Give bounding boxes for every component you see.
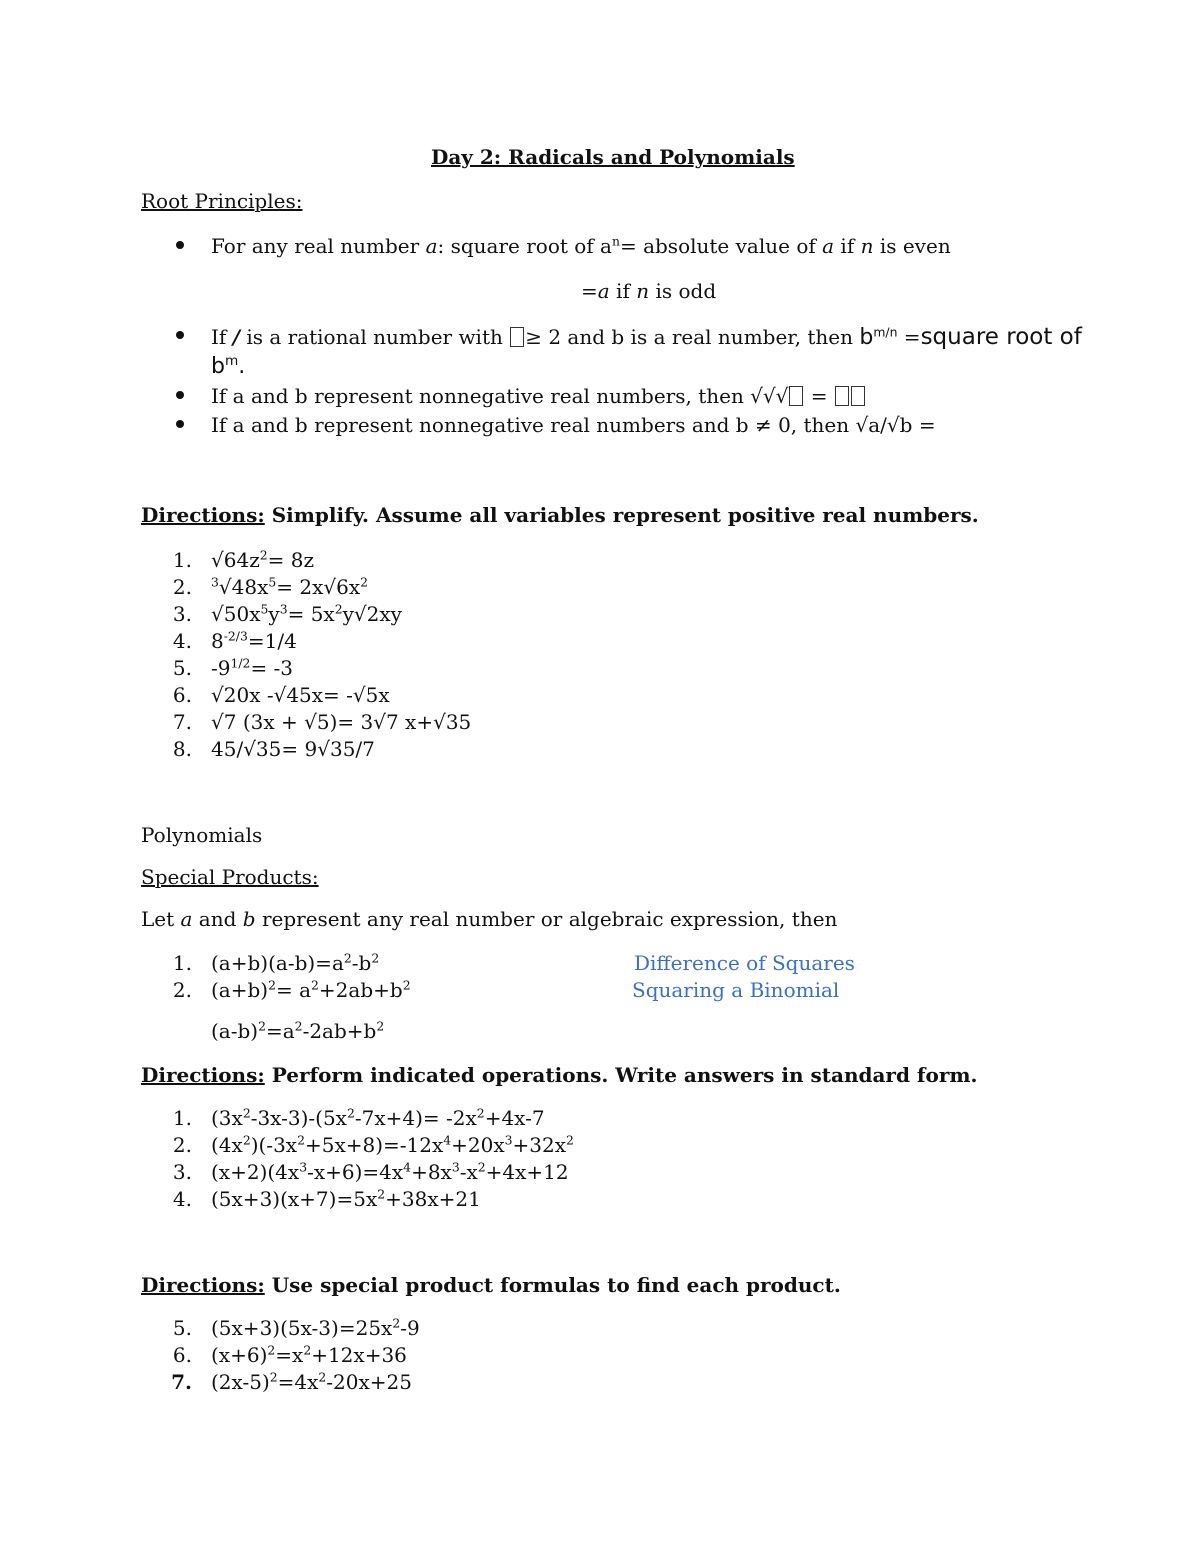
missing-glyph-icon <box>851 386 865 406</box>
missing-glyph-icon <box>835 386 849 406</box>
list-item: $√50x^5y^3= 5x^2y√2xy$ <box>211 601 402 626</box>
list-number: 4. <box>172 629 192 653</box>
list-item: $(4x^2)(-3x^2+5x+8)=-12x^4+20x^3+32x^2$ <box>211 1132 574 1157</box>
list-item: $(x+2)(4x^3-x+6)=4x^4+8x^3-x^2+4x+12$ <box>211 1159 569 1184</box>
list-number: 1. <box>172 951 192 975</box>
bullet-icon <box>176 241 184 249</box>
list-item: $(5x+3)(x+7)=5x^2+38x+21$ <box>211 1186 481 1211</box>
missing-glyph-icon <box>510 327 524 347</box>
root-principle-2: If / is a rational number with ≥ 2 and b is a real number, then $b^{m/n}$ =square root of <box>211 324 1082 350</box>
list-item: $(2x-5)^2=4x^2-20x+25$ <box>211 1369 412 1394</box>
root-principle-1-odd: =a if n is odd <box>581 279 717 303</box>
bullet-icon <box>176 391 184 399</box>
list-number: 6. <box>172 1343 192 1367</box>
list-item: $-9^{1/2}= -3$ <box>211 655 294 680</box>
bullet-icon <box>176 420 184 428</box>
directions-simplify: Directions: Simplify. Assume all variables represent positive real numbers. <box>141 503 979 527</box>
page-title: Day 2: Radicals and Polynomials <box>431 145 795 169</box>
list-item: $^3√48x^5= 2x√6x^2$ <box>211 574 369 599</box>
list-item: $(5x+3)(5x-3)=25x^2-9$ <box>211 1315 420 1340</box>
directions-operations: Directions: Perform indicated operations. Write answers in standard form. <box>141 1063 978 1087</box>
list-number: 5. <box>172 656 192 680</box>
list-number: 5. <box>172 1316 192 1340</box>
list-number: 2. <box>172 978 192 1002</box>
list-item: $(x+6)^2=x^2+12x+36$ <box>211 1342 407 1367</box>
special-products-intro: Let a and b represent any real number or algebraic expression, then <box>141 907 838 931</box>
list-item: 45/√35= 9√35/7 <box>211 737 375 761</box>
formula-label: Squaring a Binomial <box>632 978 840 1002</box>
polynomials-heading: Polynomials <box>141 823 263 847</box>
bullet-icon <box>176 331 184 339</box>
directions-special-products: Directions: Use special product formulas to find each product. <box>141 1273 841 1297</box>
missing-glyph-icon <box>789 386 803 406</box>
root-principle-3: If a and b represent nonnegative real numbers, then √√√ = <box>211 386 866 406</box>
list-item: $√64z^2= 8z$ <box>211 547 315 572</box>
root-principles-heading: Root Principles: <box>141 189 303 213</box>
list-item: $8^{-2/3}=1/4$ <box>211 628 297 653</box>
list-number: 1. <box>172 548 192 572</box>
list-item: $(a+b)^2= a^2+2ab+b^2$ <box>211 977 411 1002</box>
list-number: 2. <box>172 575 192 599</box>
list-number: 2. <box>172 1133 192 1157</box>
list-item: $(3x^2-3x-3)-(5x^2-7x+4)= -2x^2+4x-7$ <box>211 1105 545 1130</box>
list-number: 7. <box>171 1370 192 1394</box>
special-products-heading: Special Products: <box>141 865 319 889</box>
root-principle-4: If a and b represent nonnegative real numbers and b ≠ 0, then √a/√b = <box>211 413 936 437</box>
list-number: 8. <box>172 737 192 761</box>
list-number: 3. <box>172 1160 192 1184</box>
list-item: $(a+b)(a-b)=a^2-b^2$ <box>211 950 380 975</box>
list-number: 7. <box>172 710 192 734</box>
list-number: 1. <box>172 1106 192 1130</box>
list-item: √20x -√45x= -√5x <box>211 683 390 707</box>
root-principle-1: For any real number a: square root of $a^n=$ absolute value of a if n is even <box>211 233 951 258</box>
list-number: 3. <box>172 602 192 626</box>
formula-label: Difference of Squares <box>634 951 855 975</box>
list-number: 4. <box>172 1187 192 1211</box>
list-item: √7 (3x + √5)= 3√7 x+√35 <box>211 710 472 734</box>
root-principle-2-cont: $b^m$. <box>211 352 246 379</box>
list-number: 6. <box>172 683 192 707</box>
list-item: $(a-b)^2=a^2-2ab+b^2$ <box>211 1018 385 1043</box>
